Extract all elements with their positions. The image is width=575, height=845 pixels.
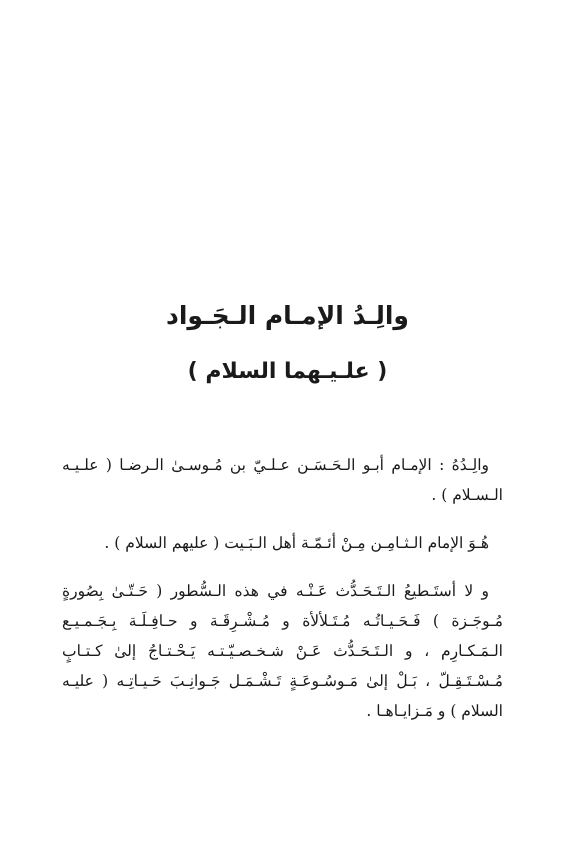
paragraph-father: والِـدُهُ : الإمـام أبـو الـحَـسَـن عـلـيّ بن مُـوسـىٰ الـرضـا ( علـيـه الـسـلام ) . — [62, 456, 503, 504]
page-subtitle: ( علـيـهما السلام ) — [187, 359, 388, 384]
body-text — [62, 450, 503, 748]
page-title: والِـدُ الإمـام الـجَـواد — [166, 301, 409, 330]
paragraph-description: و لا أستَـطيعُ الـتَـحَـدُّث عَـنْـه في هذه الـسُّطور ( حَـتّـىٰ بِصُورةٍ مُـوجَـزة ) فَـحَـيـاتُـه مُـتَـلألأة و مُـشْـرِقَـة و حـافِـلَـة بِـجَـمـيـع الـمَـكـارِم ، و الـتَـحَـدُّث عَـنْ شـخـصـيّـتـه يَـحْـتـاجُ إلىٰ كـتـابٍ مُـسْـتَـقِـلّ ، بَـلْ إلىٰ مَـوسُـوعَـةٍ تَـشْـمَـل جَـوانِـبَ حَـيـاتِـه ( عليـه السلام ) و مَـزايـاهـا . — [62, 582, 503, 720]
paragraph-eighth-imam: هُـوَ الإمام الـثـامِـن مِـنْ أئـمّـة أهل الـبَـيت ( عليهم السلام ) . — [104, 534, 489, 552]
